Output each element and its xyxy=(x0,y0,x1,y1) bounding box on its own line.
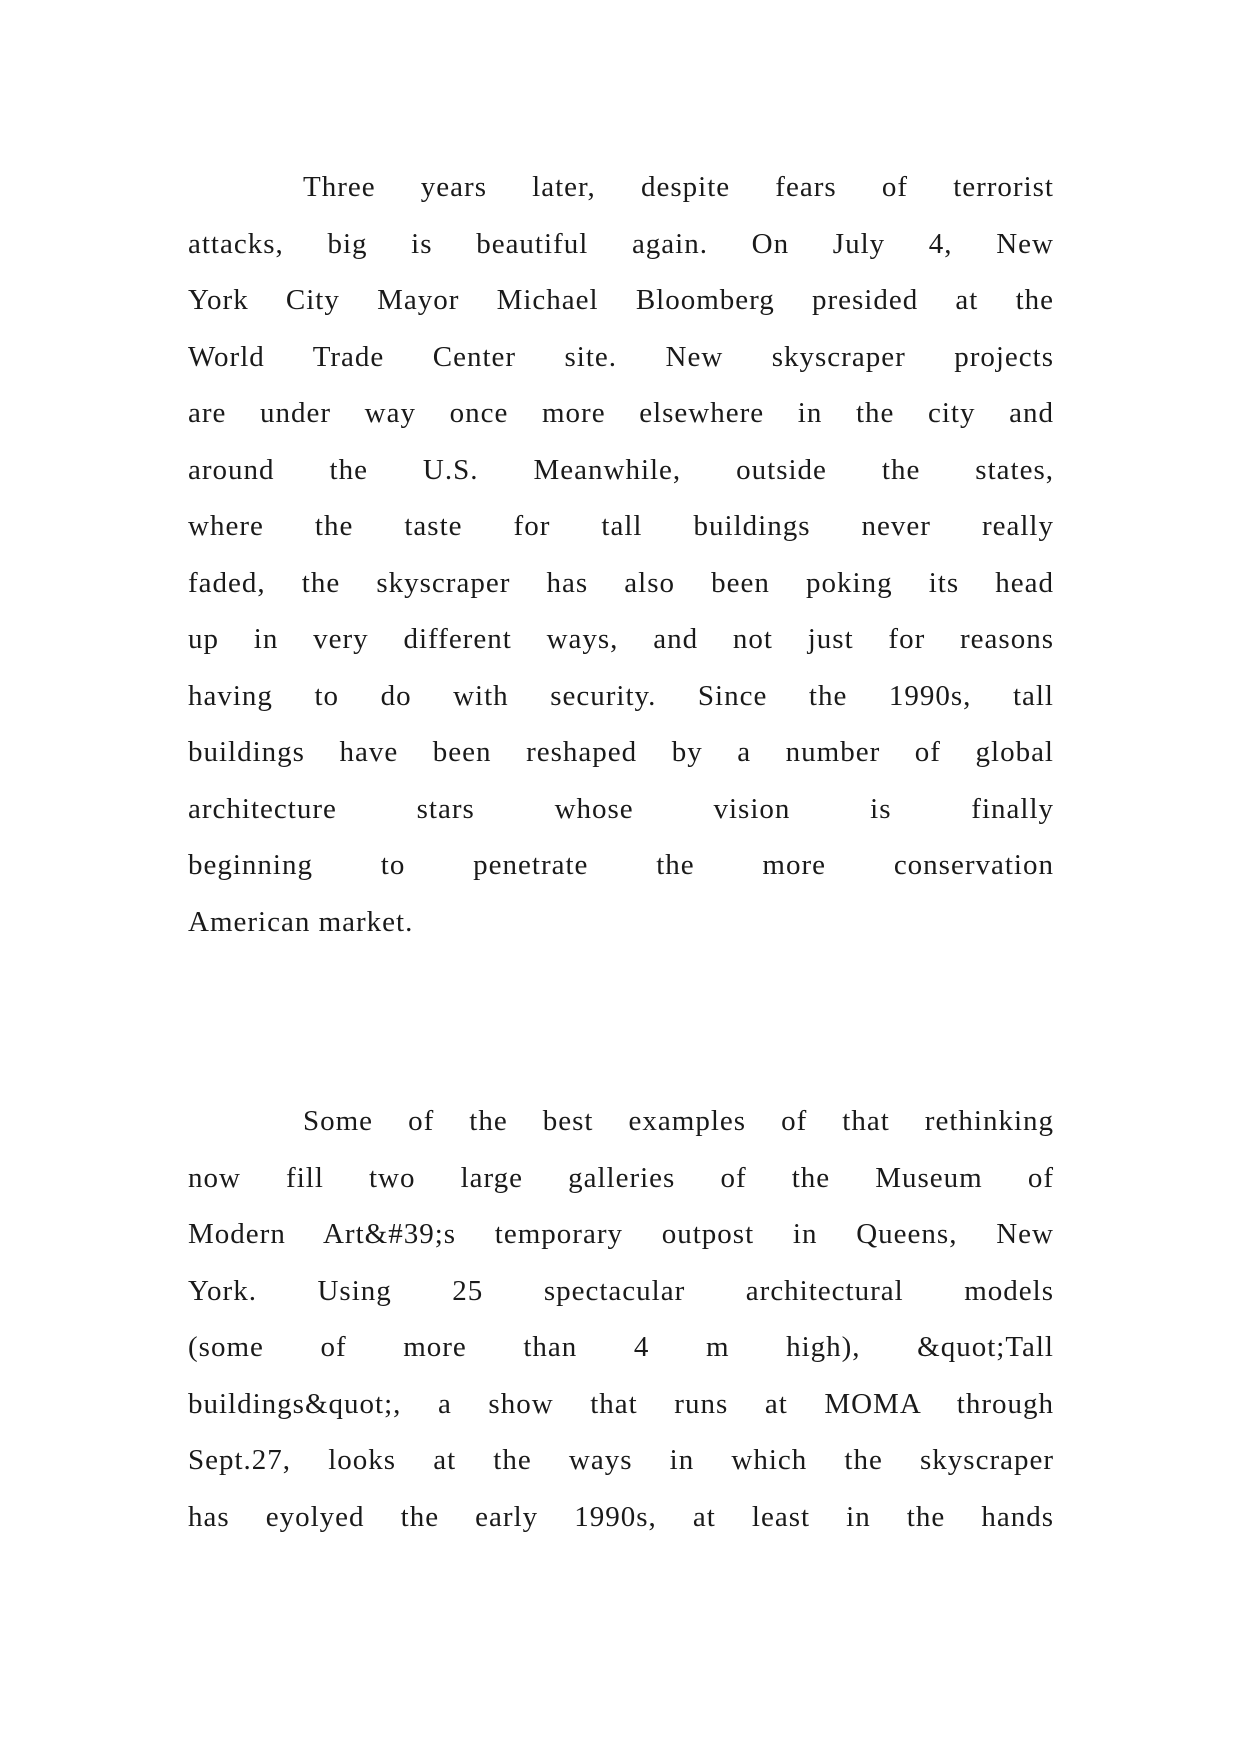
paragraph xyxy=(188,1093,1054,1545)
text-line: Modern Art&#39;s temporary outpost in Queens, New xyxy=(188,1218,1054,1250)
text-line: buildings have been reshaped by a number of global xyxy=(188,736,1054,768)
text-line: Three years later, despite fears of terrorist xyxy=(303,171,1054,203)
text-line: up in very different ways, and not just for reasons xyxy=(188,623,1054,655)
text-line: are under way once more elsewhere in the city and xyxy=(188,397,1054,429)
text-line: Sept.27, looks at the ways in which the skyscraper xyxy=(188,1444,1054,1476)
document-body xyxy=(188,159,1054,1545)
text-line: beginning to penetrate the more conservation xyxy=(188,849,1054,881)
text-line: attacks, big is beautiful again. On July 4, New xyxy=(188,227,1054,260)
text-line: buildings&quot;, a show that runs at MOMA through xyxy=(188,1387,1054,1420)
text-line: now fill two large galleries of the Museum of xyxy=(188,1161,1054,1194)
text-line: Some of the best examples of that rethinking xyxy=(303,1105,1054,1137)
paragraph xyxy=(188,159,1054,950)
text-line: faded, the skyscraper has also been poking its head xyxy=(188,566,1054,599)
text-line: architecture stars whose vision is finally xyxy=(188,792,1054,825)
text-line: around the U.S. Meanwhile, outside the states, xyxy=(188,453,1054,486)
text-line: having to do with security. Since the 1990s, tall xyxy=(188,679,1054,712)
text-line: American market. xyxy=(188,905,414,938)
text-line: has eyolyed the early 1990s, at least in the hands xyxy=(188,1500,1054,1533)
text-line: York. Using 25 spectacular architectural models xyxy=(188,1274,1054,1307)
text-line: World Trade Center site. New skyscraper projects xyxy=(188,340,1054,373)
text-line: where the taste for tall buildings never really xyxy=(188,510,1054,542)
text-line: York City Mayor Michael Bloomberg presided at the xyxy=(188,284,1054,316)
text-line: (some of more than 4 m high), &quot;Tall xyxy=(188,1331,1054,1363)
